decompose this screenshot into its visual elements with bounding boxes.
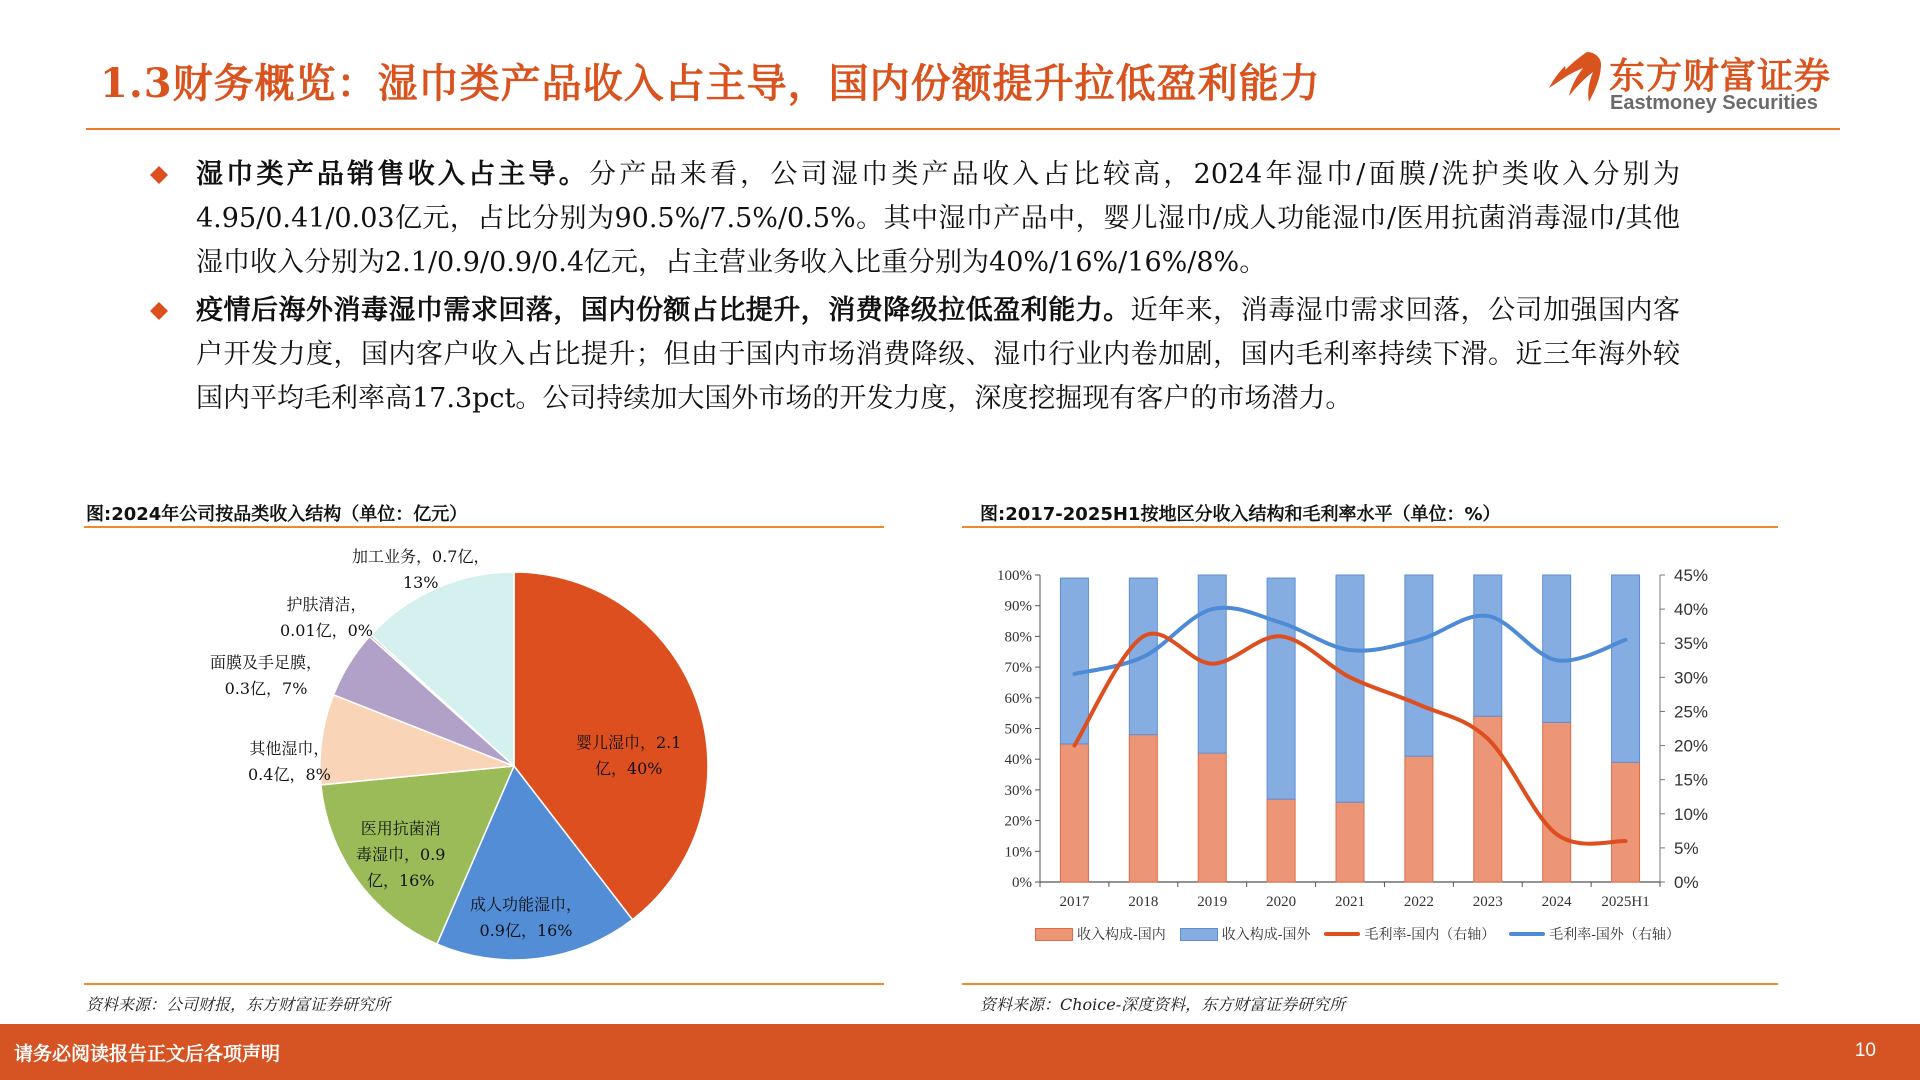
legend-overseas-revenue: 收入构成-国外	[1180, 924, 1311, 944]
bar-line-chart-svg	[980, 555, 1740, 955]
bar-overseas-2022	[1405, 575, 1433, 756]
bar-figure-bottom-rule	[962, 983, 1778, 985]
bullet-text: 近年来，消毒湿巾需求回落，公司加强国内客户开发力度，国内客户收入占比提升；但由于国内市场消费降级、湿巾行业内卷加剧，国内毛利率持续下滑。近三年海外较国内平均毛利率高17.3pct。公司持续加大国外市场的开发力度，深度挖掘现有客户的市场潜力。	[196, 295, 1681, 414]
bar-overseas-2024	[1543, 575, 1571, 722]
pie-figure-source: 资料来源：公司财报，东方财富证券研究所	[86, 995, 391, 1014]
svg-text:45%: 45%	[1674, 566, 1709, 585]
svg-text:30%: 30%	[1004, 782, 1032, 799]
svg-text:100%: 100%	[997, 568, 1032, 584]
svg-text:20%: 20%	[1004, 813, 1032, 830]
footer-bar	[0, 1024, 1920, 1080]
legend-domestic-margin: 毛利率-国内（右轴）	[1324, 924, 1495, 944]
logo-english-name: Eastmoney Securities	[1610, 92, 1818, 114]
bullet-text: 分产品来看，公司湿巾类产品收入占比较高，2024年湿巾/面膜/洗护类收入分别为4.95/0.41/0.03亿元，占比分别为90.5%/7.5%/0.5%。其中湿巾产品中，婴儿湿巾/成人功能湿巾/医用抗菌消毒湿巾/其他湿巾收入分别为2.1/0.9/0.9/0.4亿元，占主营业务收入比重分别为40%/16%/16%/8%。	[196, 159, 1681, 278]
bullet-heading: 疫情后海外消毒湿巾需求回落，国内份额占比提升，消费降级拉低盈利能力。	[196, 295, 1131, 326]
legend-swatch	[1180, 928, 1218, 941]
bullet-item	[150, 153, 1680, 285]
pie-label-processing: 加工业务，0.7亿， 13%	[352, 547, 490, 592]
svg-text:2017: 2017	[1059, 894, 1090, 910]
svg-text:5%: 5%	[1674, 838, 1699, 858]
bar-overseas-2020	[1267, 578, 1295, 799]
svg-text:15%: 15%	[1674, 770, 1709, 790]
svg-text:50%: 50%	[1004, 721, 1032, 738]
svg-text:0%: 0%	[1012, 875, 1032, 891]
page-title: 1.3财务概览：湿巾类产品收入占主导，国内份额提升拉低盈利能力	[100, 60, 1321, 107]
bar-overseas-2017	[1060, 578, 1088, 744]
bar-domestic-2025H1	[1612, 762, 1640, 882]
legend-line	[1509, 932, 1545, 936]
chart-legend	[1035, 924, 1686, 944]
bar-domestic-2024	[1543, 722, 1571, 882]
svg-text:2022: 2022	[1403, 894, 1434, 910]
svg-text:2018: 2018	[1128, 894, 1159, 910]
legend-line	[1324, 932, 1360, 936]
bar-figure-top-rule	[962, 526, 1778, 528]
bar-domestic-2021	[1336, 802, 1364, 882]
bar-domestic-2018	[1129, 735, 1157, 882]
pie-figure-top-rule	[84, 526, 884, 528]
pie-chart	[180, 540, 740, 980]
brand-logo	[1547, 46, 1847, 116]
pie-label-skincare: 护肤清洁， 0.01亿，0%	[280, 595, 374, 640]
svg-text:60%: 60%	[1004, 690, 1032, 707]
svg-text:2025H1: 2025H1	[1601, 894, 1650, 910]
pie-label-baby-wipes: 婴儿湿巾，2.1 亿，40%	[576, 733, 682, 778]
pie-label-medical-wipes: 医用抗菌消 毒湿巾，0.9 亿，16%	[356, 819, 446, 890]
pie-label-mask: 面膜及手足膜， 0.3亿，7%	[210, 653, 323, 698]
svg-text:2024: 2024	[1541, 894, 1572, 910]
svg-text:25%: 25%	[1674, 702, 1709, 722]
svg-text:35%: 35%	[1674, 634, 1709, 654]
diamond-bullet-icon	[150, 166, 168, 184]
title-divider	[86, 128, 1840, 130]
eastmoney-logo-icon	[1547, 50, 1603, 104]
bar-overseas-2021	[1336, 575, 1364, 802]
pie-figure-title: 图:2024年公司按品类收入结构（单位：亿元）	[86, 504, 468, 525]
bar-figure-title: 图:2017-2025H1按地区分收入结构和毛利率水平（单位：%）	[980, 504, 1501, 525]
diamond-bullet-icon	[150, 302, 168, 320]
svg-text:40%: 40%	[1674, 600, 1709, 620]
bar-figure-source: 资料来源：Choice-深度资料，东方财富证券研究所	[980, 995, 1346, 1014]
svg-text:2023: 2023	[1472, 894, 1503, 910]
svg-text:0%: 0%	[1674, 873, 1699, 892]
bullet-heading: 湿巾类产品销售收入占主导。	[196, 159, 590, 190]
svg-text:2021: 2021	[1335, 894, 1365, 910]
svg-text:10%: 10%	[1674, 804, 1709, 824]
bullet-item	[150, 289, 1680, 421]
svg-text:10%: 10%	[1004, 844, 1032, 861]
footer-disclaimer: 请务必阅读报告正文后各项声明	[14, 1043, 281, 1065]
pie-label-other-wipes: 其他湿巾， 0.4亿，8%	[248, 739, 331, 784]
svg-text:90%: 90%	[1004, 598, 1032, 615]
svg-text:30%: 30%	[1674, 668, 1709, 688]
bar-line-chart	[980, 555, 1740, 955]
page-number: 10	[1854, 1040, 1876, 1061]
legend-domestic-revenue: 收入构成-国内	[1035, 924, 1166, 944]
bar-overseas-2025H1	[1612, 575, 1640, 762]
svg-text:70%: 70%	[1004, 660, 1032, 677]
bar-domestic-2019	[1198, 753, 1226, 882]
bar-overseas-2023	[1474, 575, 1502, 716]
pie-figure-bottom-rule	[84, 983, 884, 985]
bullet-list	[150, 153, 1680, 425]
svg-text:2019: 2019	[1197, 894, 1228, 910]
legend-overseas-margin: 毛利率-国外（右轴）	[1509, 924, 1680, 944]
legend-swatch	[1035, 928, 1073, 941]
bar-domestic-2020	[1267, 799, 1295, 882]
svg-text:40%: 40%	[1004, 752, 1032, 769]
logo-chinese-name: 东方财富证券	[1609, 56, 1832, 97]
pie-label-adult-wipes: 成人功能湿巾， 0.9亿，16%	[470, 895, 583, 940]
svg-text:2020: 2020	[1266, 894, 1297, 910]
svg-text:80%: 80%	[1004, 629, 1032, 646]
svg-text:20%: 20%	[1674, 736, 1709, 756]
bar-domestic-2017	[1060, 744, 1088, 882]
bar-domestic-2022	[1405, 756, 1433, 882]
